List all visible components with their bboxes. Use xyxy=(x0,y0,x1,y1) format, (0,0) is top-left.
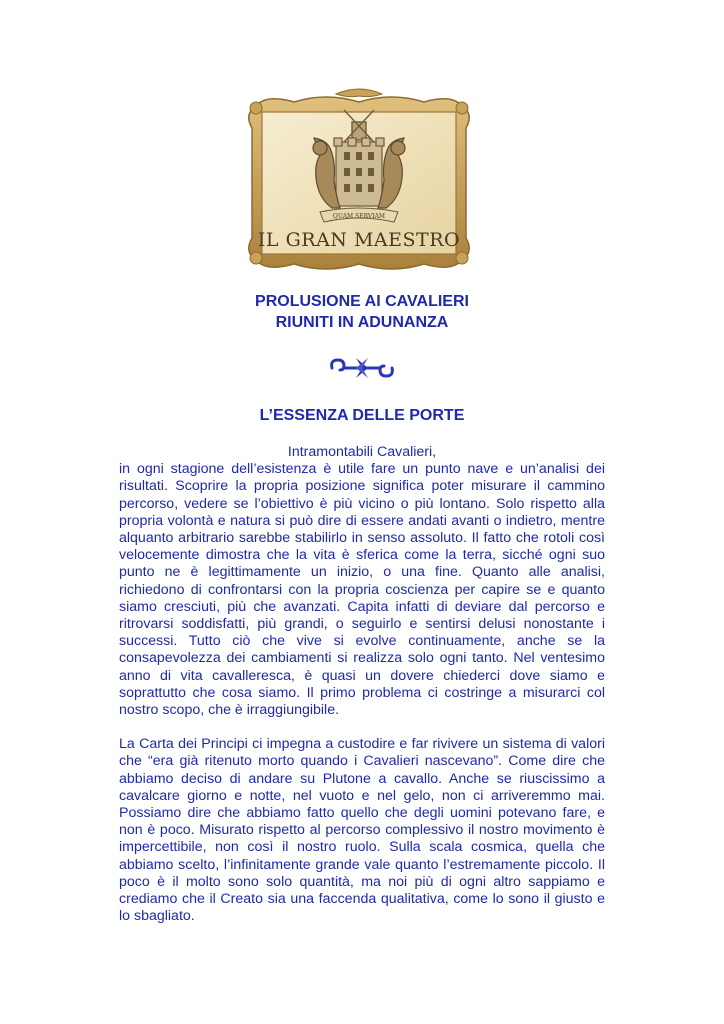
paragraph-1: in ogni stagione dell’esistenza è utile fare un punto nave e un’analisi dei risultati. Scoprire la propria posizione significa poter misurare il cammino percorso, vedere se l’obiettivo è più vicino o più lontano. Solo rispetto alla propria volontà e natura si può dire di essere andati avanti o indietro, mentre alquanto arbitrario sarebbe stabilirlo in senso assoluto. Il fatto che rotoli così velocemente dimostra che la vita è sferica come la terra, sicché ogni suo punto ne è legittimamente un inizio, o una fine. Quanto alle analisi, richiedono di confrontarsi con la propria coscienza per capire se e quanto siamo cresciuti, più che avanzati. Capita infatti di deviare dal percorso e ritrovarsi soddisfatti, più grandi, o seguirlo e sentirsi delusi nonostante i successi. Tutto ciò che vive si evolve continuamente, anche se la consapevolezza dei cambiamenti si realizza solo ogni tanto. Nel ventesimo anno di vita cavalleresca, è quasi un dovere chiederci dove siamo e soprattutto che cosa siamo. Il primo problema ci costringe a misurarci col nostro scopo, che è irraggiungibile. xyxy=(119,461,605,719)
emblem-motto: QUAM SERVIAM xyxy=(332,213,386,220)
paragraph-2: La Carta dei Principi ci impegna a custodire e far rivivere un sistema di valori che “era già ritenuto morto quando i Cavalieri nascevano”. Come dire che abbiamo deciso di andare su Plutone a cavallo. Anche se riuscissimo a cavalcare giorno e notte, nel vuoto e nel gelo, non ci arriveremmo mai. Possiamo dire che abbiamo fatto quello che degli uomini potevano fare, e non è poco. Misurato rispetto al percorso complessivo il nostro movimento è impercettibile, non così il nostro ruolo. Sulla scala cosmica, quella che abbiamo scelto, l’infinitamente grande vale quanto l’estremamente piccolo. Il poco è il molto sono solo quantità, ma noi più di ogni altro sappiamo e crediamo che il Creato sia una faccenda qualitativa, come lo sono il giusto e lo sbagliato. xyxy=(119,736,605,925)
heading-line-1: PROLUSIONE AI CAVALIERI xyxy=(255,293,469,310)
gran-maestro-emblem xyxy=(236,88,482,278)
emblem-caption: IL GRAN MAESTRO xyxy=(257,229,461,251)
greeting: Intramontabili Cavalieri, xyxy=(287,444,437,460)
section-title: L’ESSENZA DELLE PORTE xyxy=(259,407,465,424)
heading-line-2: RIUNITI IN ADUNANZA xyxy=(275,314,449,331)
crest-icon xyxy=(236,88,482,278)
body-text xyxy=(119,444,605,925)
scroll-ornament-icon xyxy=(326,352,398,384)
